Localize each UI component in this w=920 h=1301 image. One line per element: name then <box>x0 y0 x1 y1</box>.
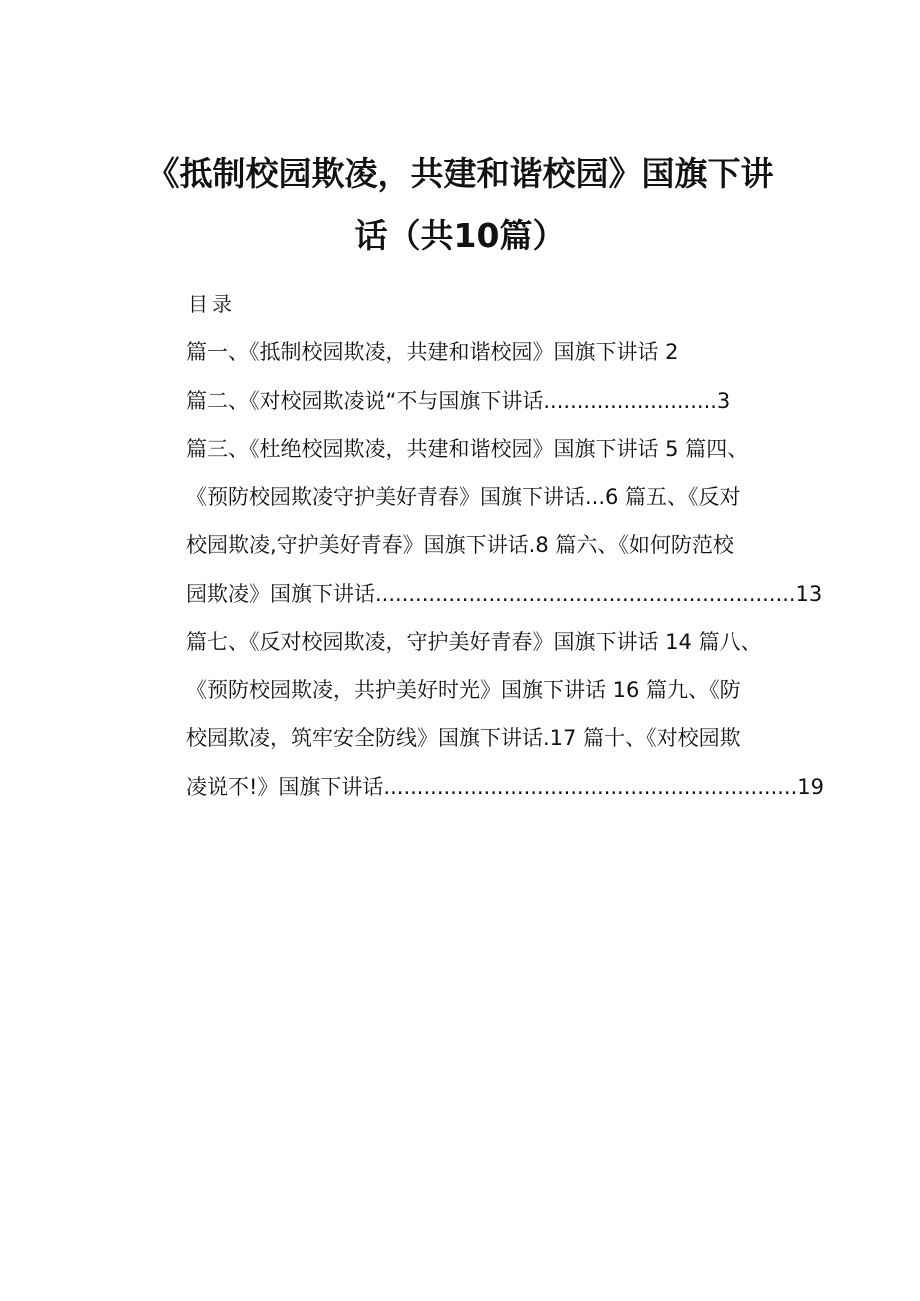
toc-line: 篇一、《抵制校园欺凌，共建和谐校园》国旗下讲话 2 <box>186 340 679 364</box>
toc-line: 篇七、《反对校园欺凌，守护美好青春》国旗下讲话 14 篇八、 <box>186 630 762 654</box>
toc-line: 篇三、《杜绝校园欺凌，共建和谐校园》国旗下讲话 5 篇四、 <box>186 437 749 461</box>
toc-line: 《预防校园欺凌守护美好青春》国旗下讲话...6 篇五、《反对 <box>186 485 741 509</box>
toc-heading: 目录 <box>188 292 236 316</box>
toc-line: 篇二、《对校园欺凌说“不与国旗下讲话..........................3 <box>186 389 731 413</box>
toc-line: 凌说不!》国旗下讲话..............................................................19 <box>186 775 825 799</box>
document-title-line-2: 话（共10篇） <box>354 216 566 255</box>
toc-line: 校园欺凌,守护美好青春》国旗下讲话.8 篇六、《如何防范校 <box>186 533 734 557</box>
toc-line: 园欺凌》国旗下讲话...............................................................13 <box>186 582 823 606</box>
toc-line: 《预防校园欺凌，共护美好时光》国旗下讲话 16 篇九、《防 <box>186 678 741 702</box>
document-title-line-1: 《抵制校园欺凌，共建和谐校园》国旗下讲 <box>146 154 774 193</box>
toc-line: 校园欺凌，筑牢安全防线》国旗下讲话.17 篇十、《对校园欺 <box>186 726 741 750</box>
